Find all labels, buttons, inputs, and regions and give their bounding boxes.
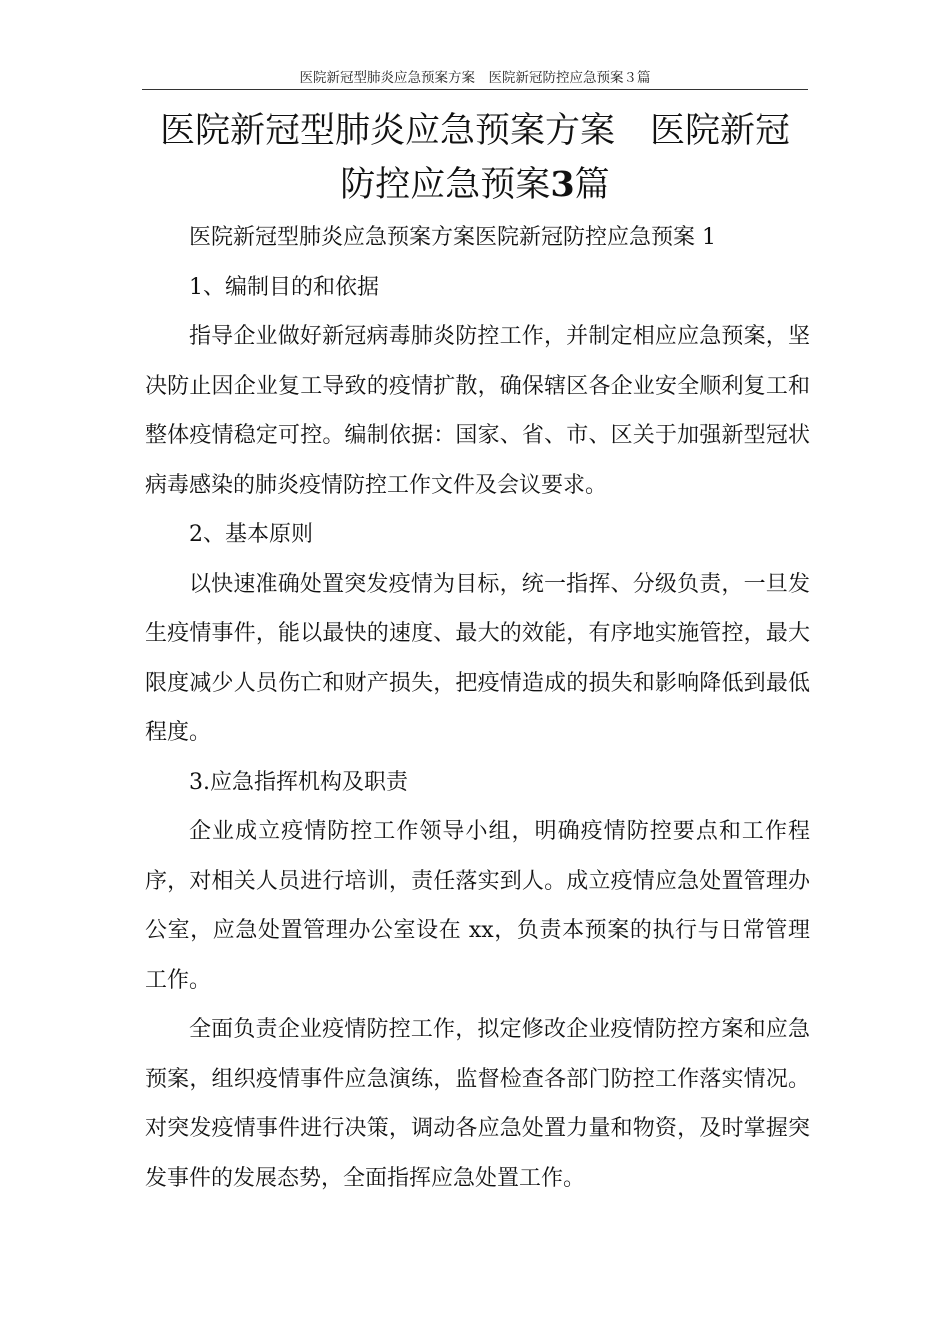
document-title [100, 104, 850, 212]
section-heading-2: 2、基本原则 [189, 522, 313, 547]
title-line-2-prefix: 防控应急预案 [340, 165, 551, 205]
section-heading-1: 1、编制目的和依据 [189, 274, 379, 300]
paragraph-principles: 以快速准确处置突发疫情为目标，统一指挥、分级负责，一旦发生疫情事件，能以最快的速度、最大的效能，有序地实施管控，最大限度减少人员伤亡和财产损失，把疫情造成的损失和影响降低到最低程度。 [145, 571, 810, 745]
intro-paragraph: 医院新冠型肺炎应急预案方案医院新冠防控应急预案 1 [189, 225, 716, 250]
document-body [145, 213, 810, 1203]
paragraph-purpose: 指导企业做好新冠病毒肺炎防控工作，并制定相应应急预案，坚决防止因企业复工导致的疫情扩散，确保辖区各企业安全顺利复工和整体疫情稳定可控。编制依据：国家、省、市、区关于加强新型冠状病毒感染的肺炎疫情防控工作文件及会议要求。 [145, 324, 810, 498]
running-header: 医院新冠型肺炎应急预案方案 医院新冠防控应急预案３篇 [299, 70, 651, 86]
paragraph-responsibilities: 全面负责企业疫情防控工作，拟定修改企业疫情防控方案和应急预案，组织疫情事件应急演练，监督检查各部门防控工作落实情况。对突发疫情事件进行决策，调动各应急处置力量和物资，及时掌握突发事件的发展态势，全面指挥应急处置工作。 [145, 1017, 810, 1191]
title-line-2-suffix: 篇 [574, 165, 610, 205]
paragraph-organization: 企业成立疫情防控工作领导小组，明确疫情防控要点和工作程序，对相关人员进行培训，责任落实到人。成立疫情应急处置管理办公室，应急处置管理办公室设在 xx，负责本预案的执行与日常管理工作。 [145, 819, 810, 993]
title-line-2-number: 3 [550, 164, 575, 205]
title-line-1: 医院新冠型肺炎应急预案方案 医院新冠 [159, 111, 790, 151]
header-rule [142, 89, 808, 90]
section-heading-3: 3.应急指挥机构及职责 [189, 769, 408, 795]
